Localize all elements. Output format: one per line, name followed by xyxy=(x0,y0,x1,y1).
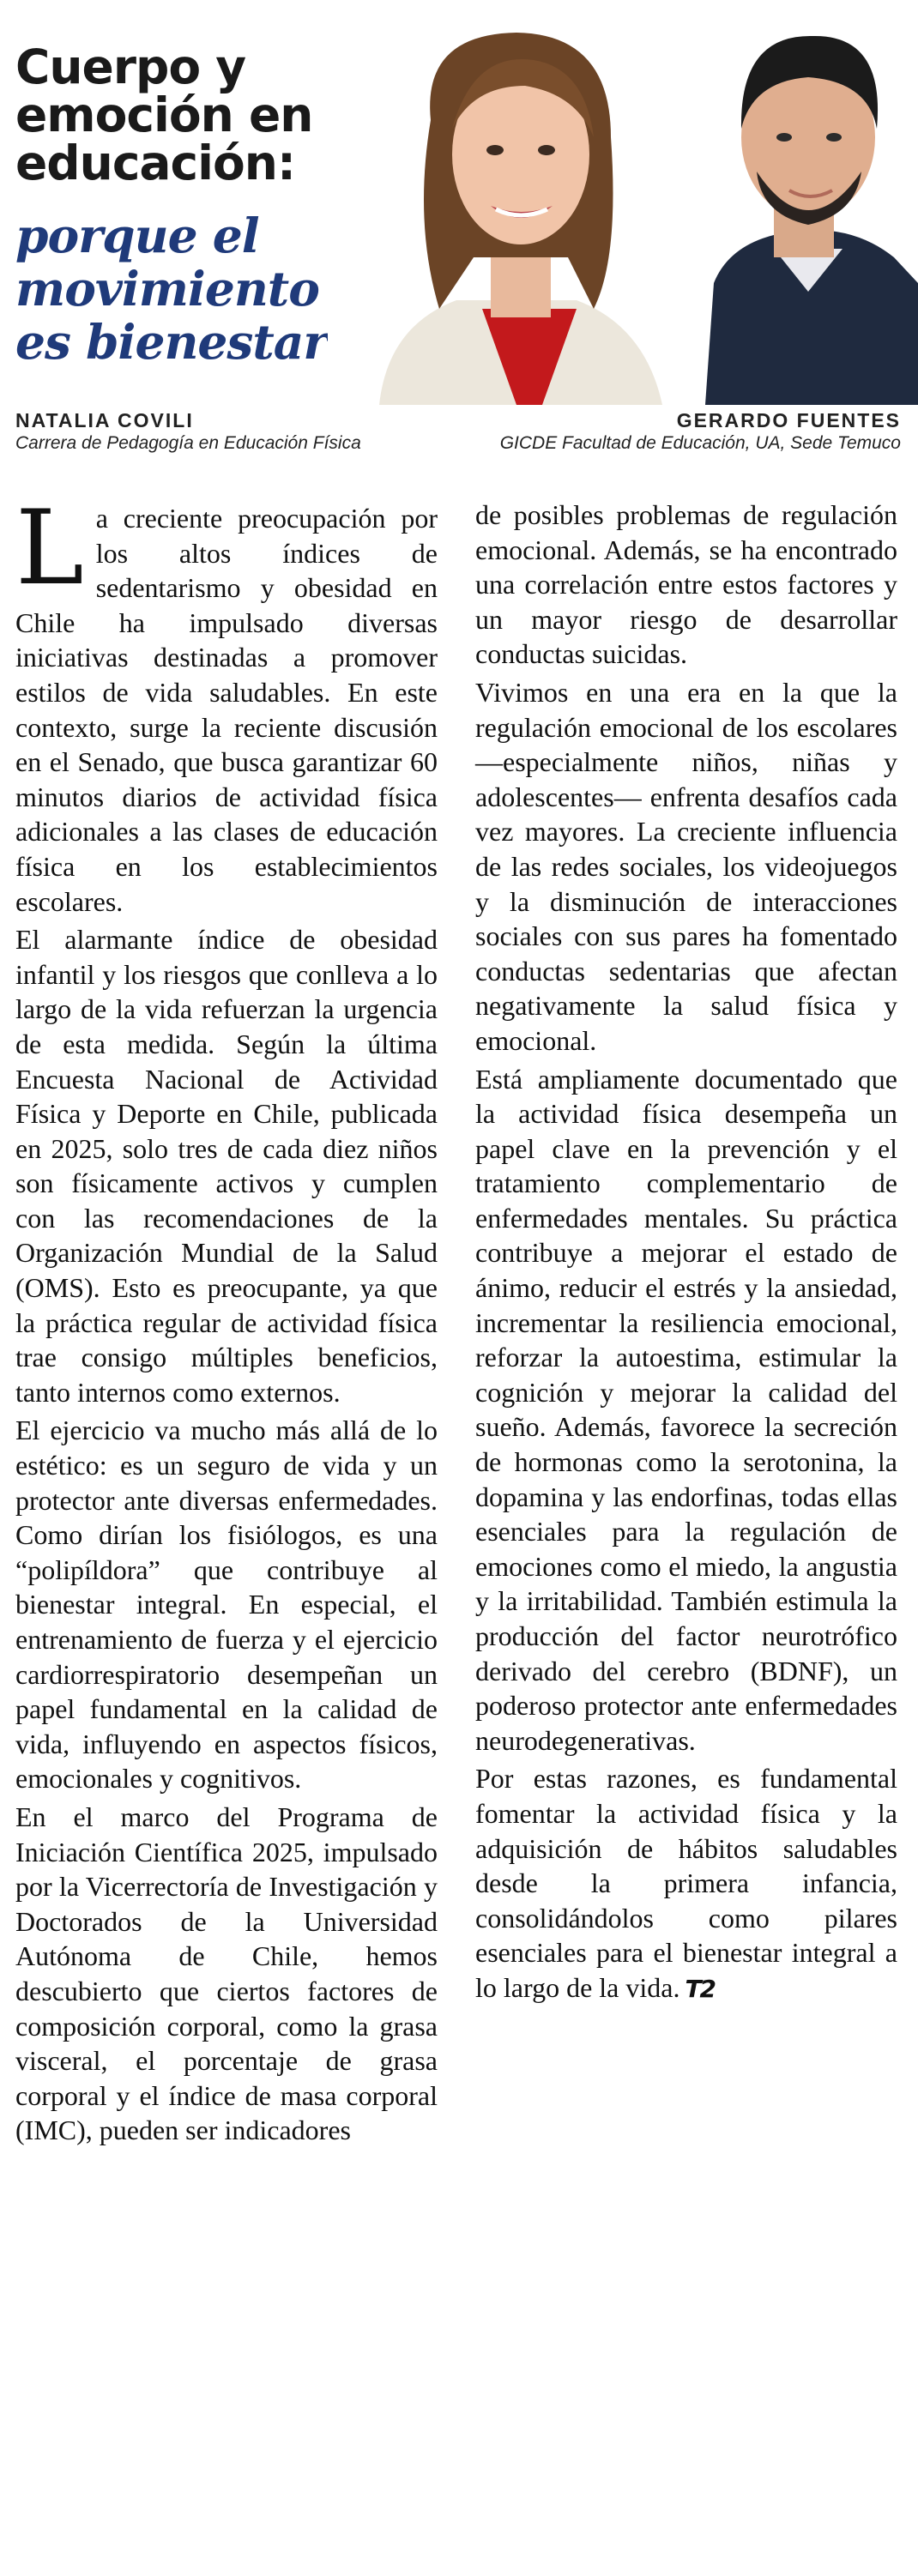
subheadline-line-1: porque el xyxy=(15,208,259,263)
paragraph: Está ampliamente documentado que la actividad física desempeña un papel clave en la prevención y el tratamiento complementario de enfermedades mentales. Su práctica contribuye a mejorar el estado de ánimo, reducir el estrés y la ansiedad, incrementar la resiliencia emocional, reforzar la autoestima, estimular la cognición y mejorar la calidad del sueño. Además, favorece la secreción de hormonas como la serotonina, la dopamina y las endorfinas, todas ellas esenciales para la regulación de emociones como el miedo, la angustia y la irritabilidad. También estimula la producción del factor neurotrófico derivado del cerebro (BDNF), un poderoso protector ante enfermedades neurodegenerativas. xyxy=(475,1063,897,1756)
author-byline-left xyxy=(15,408,361,455)
subheadline-line-2: movimiento xyxy=(15,261,319,317)
paragraph: La creciente preocupación por los altos índices de sedentarismo y obesidad en Chile ha impulsado diversas iniciativas destinadas a promover estilos de vida saludables. En este contexto, surge la reciente discusión en el Senado, que busca garantizar 60 minutos diarios de actividad física adicionales a las clases de educación física en los establecimientos escolares. xyxy=(15,489,438,917)
paragraph: El ejercicio va mucho más allá de lo estético: es un seguro de vida y un protector ante diversas enfermedades. Como dirían los fisiólogos, es una “polipíldora” que contribuye al bienestar integral. En especial, el entrenamiento de fuerza y el ejercicio cardiorrespiratorio desempeñan un papel fundamental en la calidad de vida, influyendo en aspectos físicos, emocionales y cognitivos. xyxy=(15,1415,438,1795)
headline-line-1: Cuerpo y xyxy=(15,39,246,94)
headline-line-2: emoción en xyxy=(15,87,313,142)
paragraph: de posibles problemas de regulación emocional. Además, se ha encontrado una correlación entre estos factores y un mayor riesgo de desarrollar conductas suicidas. xyxy=(475,499,897,670)
author-affiliation: GICDE Facultad de Educación, UA, Sede Temuco xyxy=(499,433,901,453)
author-name: NATALIA COVILI xyxy=(15,409,194,431)
subheadline-line-3: es bienestar xyxy=(15,314,328,370)
paragraph: Vivimos en una era en la que la regulación emocional de los escolares —especialmente niños, niñas y adolescentes— enfrenta desafíos cada vez mayores. La creciente influencia de las redes sociales, los videojuegos y la disminución de interacciones sociales con sus pares ha fomentado conductas sedentarias que afectan negativamente la salud física y emocional. xyxy=(475,676,897,1056)
paragraph: En el marco del Programa de Iniciación Científica 2025, impulsado por la Vicerrectoría de Investigación y Doctorados de la Universidad Autónoma de Chile, hemos descubierto que ciertos factores de composición corporal, como la grasa visceral, el porcentaje de grasa corporal y el índice de masa corporal (IMC), pueden ser indicadores xyxy=(15,1801,438,2146)
author-affiliation: Carrera de Pedagogía en Educación Física xyxy=(15,433,361,453)
headline xyxy=(15,39,376,190)
article-column-left xyxy=(15,489,438,2151)
author-byline-right xyxy=(489,408,901,455)
paragraph: El alarmante índice de obesidad infantil y los riesgos que conlleva a lo largo de la vida refuerzan la urgencia de esta medida. Según la última Encuesta Nacional de Actividad Física y Deporte en Chile, publicada en 2025, solo tres de cada diez niños son físicamente activos y cumplen con las recomendaciones de la Organización Mundial de la Salud (OMS). Esto es preocupante, ya que la práctica regular de actividad física trae consigo múltiples beneficios, tanto internos como externos. xyxy=(15,924,438,1408)
authors-photo xyxy=(328,0,918,405)
article-column-right xyxy=(475,498,897,2011)
headline-line-3: educación: xyxy=(15,136,295,190)
author-photo-woman xyxy=(379,33,662,405)
end-mark-logo: T2 xyxy=(685,1974,716,2003)
paragraph: Por estas razones, es fundamental fomentar la actividad física y la adquisición de hábitos saludables desde la primera infancia, consolidándolos como pilares esenciales para el bienestar integral a lo largo de la vida. T2 xyxy=(475,1761,897,2006)
subheadline xyxy=(15,209,341,369)
author-photo-man xyxy=(705,36,918,405)
drop-cap: L xyxy=(15,489,84,608)
author-name: GERARDO FUENTES xyxy=(676,409,901,431)
